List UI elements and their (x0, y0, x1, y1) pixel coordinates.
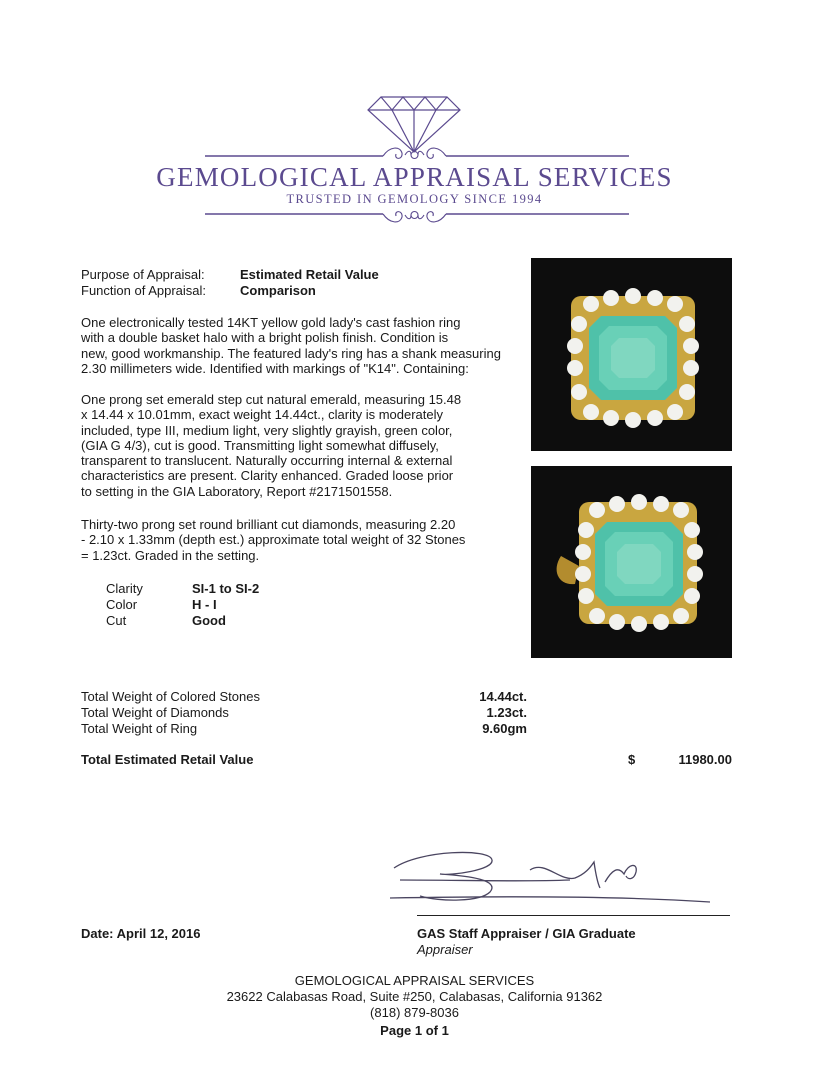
weight-value-colored-stones: 14.44ct. (479, 689, 527, 704)
purpose-value: Estimated Retail Value (240, 267, 379, 282)
total-amount: 11980.00 (678, 752, 732, 767)
text-line: new, good workmanship. The featured lady's ring has a shank measuring (81, 345, 501, 361)
footer-phone: (818) 879-8036 (370, 1005, 459, 1020)
weight-label-ring: Total Weight of Ring (81, 721, 198, 736)
text-line: x 14.44 x 10.01mm, exact weight 14.44ct., clarity is moderately (81, 407, 444, 423)
emerald-ring-top-view-icon (531, 258, 732, 451)
text-line: = 1.23ct. Graded in the setting. (81, 547, 260, 563)
company-title: GEMOLOGICAL APPRAISAL SERVICES (156, 162, 673, 192)
ring-photo-top (531, 258, 732, 451)
total-label: Total Estimated Retail Value (81, 752, 254, 767)
emerald-paragraph (81, 392, 526, 499)
grade-value-clarity: SI-1 to SI-2 (192, 581, 260, 596)
description-paragraph (81, 315, 526, 376)
diamonds-paragraph (81, 517, 526, 563)
text-line: One electronically tested 14KT yellow gold lady's cast fashion ring (81, 315, 461, 330)
text-line: Thirty-two prong set round brilliant cut diamonds, measuring 2.20 (81, 517, 456, 532)
ring-photo-angle (531, 466, 732, 658)
signature-line (417, 915, 730, 916)
weight-label-colored-stones: Total Weight of Colored Stones (81, 689, 260, 704)
page-number: Page 1 of 1 (380, 1023, 449, 1038)
text-line: transparent to translucent. Naturally occurring internal & external (81, 453, 453, 469)
grade-label-clarity: Clarity (106, 581, 143, 596)
text-line: 2.30 millimeters wide. Identified with markings of "K14". Containing: (81, 360, 469, 376)
text-line: with a double basket halo with a bright polish finish. Condition is (81, 330, 449, 346)
appraiser-name: GAS Staff Appraiser / GIA Graduate (417, 926, 636, 941)
text-line: to setting in the GIA Laboratory, Report #2171501558. (81, 483, 393, 499)
appraisal-date: Date: April 12, 2016 (81, 926, 201, 941)
text-line: characteristics are present. Clarity enhanced. Graded loose prior (81, 468, 454, 484)
appraiser-signature-icon (380, 840, 740, 920)
grade-value-cut: Good (192, 613, 226, 628)
weight-value-ring: 9.60gm (482, 721, 527, 736)
grade-value-color: H - I (192, 597, 217, 612)
function-value: Comparison (240, 283, 316, 298)
text-line: - 2.10 x 1.33mm (depth est.) approximate total weight of 32 Stones (81, 532, 466, 548)
weight-value-diamonds: 1.23ct. (486, 705, 527, 720)
appraiser-title: Appraiser (417, 942, 473, 957)
grade-label-color: Color (106, 597, 138, 612)
text-line: (GIA G 4/3), cut is good. Transmitting light somewhat diffusely, (81, 437, 439, 453)
text-line: One prong set emerald step cut natural emerald, measuring 15.48 (81, 392, 462, 407)
purpose-label: Purpose of Appraisal: (81, 267, 205, 282)
footer-address: 23622 Calabasas Road, Suite #250, Calabasas, California 91362 (226, 989, 603, 1004)
company-tagline: TRUSTED IN GEMOLOGY SINCE 1994 (286, 192, 543, 206)
text-line: included, type III, medium light, very slightly grayish, green color, (81, 422, 453, 438)
weight-label-diamonds: Total Weight of Diamonds (81, 705, 229, 720)
footer-company: GEMOLOGICAL APPRAISAL SERVICES (294, 973, 535, 988)
function-label: Function of Appraisal: (81, 283, 207, 298)
total-currency: $ (628, 752, 636, 767)
emerald-ring-angle-view-icon (531, 466, 732, 658)
grade-label-cut: Cut (106, 613, 127, 628)
